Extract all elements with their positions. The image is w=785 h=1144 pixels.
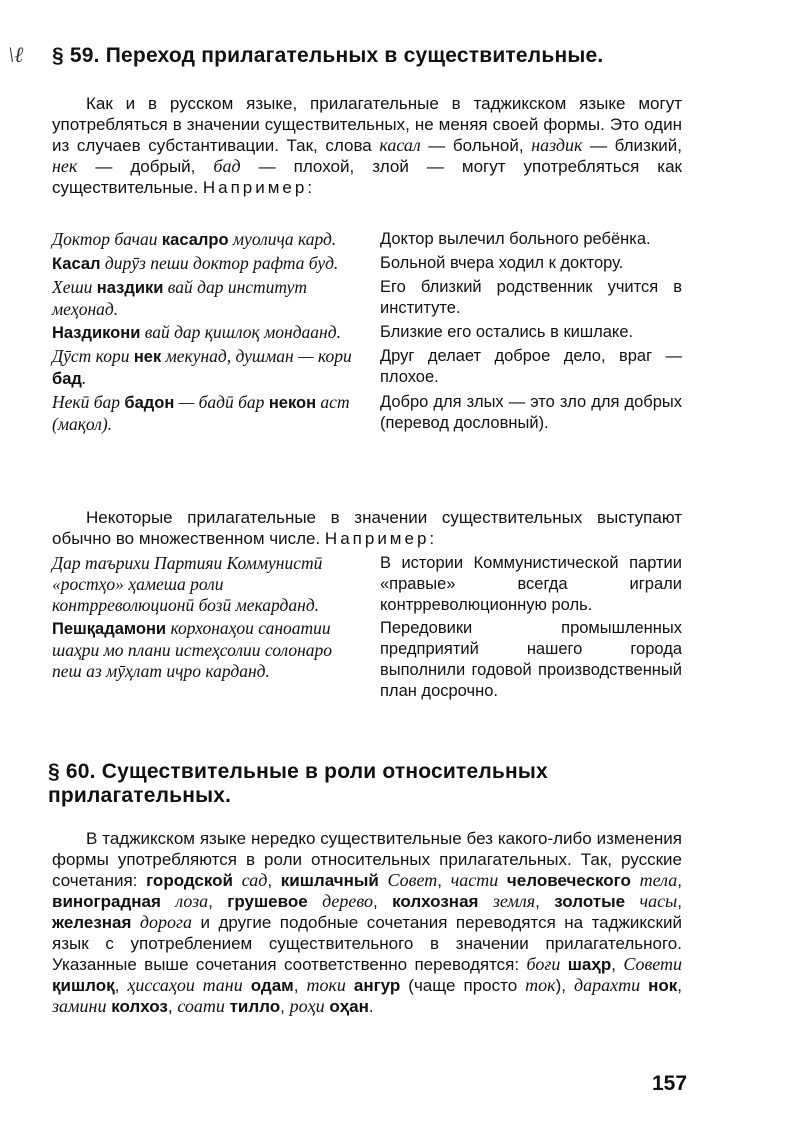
section-59-heading: § 59. Переход прилагательных в существительные.: [52, 44, 604, 67]
text-run: — близкий,: [582, 136, 682, 155]
text-run: ҳиссаҳои тани: [127, 975, 243, 995]
text-run: одам: [250, 976, 294, 995]
tajik-example: [52, 346, 358, 390]
tajik-text: Доктор бачаи: [52, 229, 162, 249]
text-run: Совет: [387, 870, 438, 890]
text-run: бад: [213, 156, 241, 176]
highlighted-word: Пешқадамони: [52, 620, 167, 638]
russian-translation: Передовики промышленных предприятий нашего города выполнили годовой производственный план досрочно.: [380, 619, 682, 700]
text-run: [233, 871, 242, 890]
text-run: нек: [52, 156, 78, 176]
tajik-example: [52, 277, 358, 320]
tajik-text: аст (мақол).: [52, 392, 350, 434]
tajik-text: Дар таърихи Партияи Коммунистӣ «ростҳо» ҳамеша роли контрреволюционӣ бозӣ мекарданд.: [52, 553, 323, 615]
text-run: [640, 976, 648, 995]
text-run: — плохой, злой — могут употребляться как существительные.: [52, 157, 682, 197]
text-run: [243, 976, 251, 995]
text-run: [308, 892, 322, 911]
tajik-text: корхонаҳои саноатии шаҳри мо плани истеҳсолии солонаро пеш аз мӯҳлат иҷро карданд.: [52, 618, 333, 681]
text-run: дерево: [322, 891, 373, 911]
example-row: [52, 229, 682, 251]
text-run: ,: [167, 997, 178, 1016]
text-run: боғи: [526, 954, 561, 974]
text-run: колхоз: [111, 997, 168, 1016]
text-run: ,: [267, 871, 281, 890]
text-run: нок: [648, 976, 678, 995]
text-run: шаҳр: [567, 955, 612, 974]
tajik-text: Дӯст кори: [52, 346, 134, 366]
example-row: [52, 553, 682, 616]
highlighted-word: бадон: [124, 394, 175, 412]
text-run: сад: [241, 870, 268, 890]
text-run: городской: [146, 871, 234, 890]
text-run: [346, 976, 354, 995]
text-run: ,: [293, 976, 307, 995]
text-run: грушевое: [227, 892, 308, 911]
text-run: земля: [492, 891, 536, 911]
tajik-example: [52, 618, 358, 702]
example-row: [52, 322, 682, 344]
text-run: ток: [525, 975, 556, 995]
examples-table-2: [52, 553, 682, 704]
text-run: токи: [306, 975, 346, 995]
section-59-intro-paragraph: [52, 93, 682, 198]
text-run: [625, 892, 639, 911]
text-run: Как и в русском языке, прилагательные в таджикском языке могут употребляться в значении существительных, не меняя своей формы. Это один из случаев субстантивации. Так, слова: [52, 94, 682, 155]
text-run: железная: [52, 913, 132, 932]
highlighted-word: бад: [52, 370, 82, 388]
section-60-paragraph: [52, 828, 682, 1017]
russian-translation: В истории Коммунистической партии «правые» всегда играли контрреволюционную роль.: [380, 554, 682, 614]
russian-translation: Больной вчера ходил к доктору.: [380, 254, 624, 272]
text-run: ),: [555, 976, 574, 995]
text-run: ,: [677, 976, 682, 995]
text-run: ангур: [353, 976, 401, 995]
text-run: ,: [535, 892, 555, 911]
highlighted-word: касалро: [161, 231, 229, 249]
tajik-text: Некӣ бар: [52, 392, 125, 412]
text-run: части: [450, 870, 499, 890]
page-number: 157: [652, 1072, 688, 1095]
russian-translation: Добро для злых — это зло для добрых (перевод дословный).: [380, 393, 682, 432]
text-run: роҳи: [289, 996, 325, 1016]
text-run: [131, 913, 139, 932]
tajik-example: [52, 392, 358, 435]
example-row: [52, 392, 682, 435]
example-row: [52, 277, 682, 320]
tajik-text: Хеши: [52, 277, 97, 297]
text-run: человеческого: [506, 871, 631, 890]
text-run: и другие подобные сочетания переводятся на таджикский язык с употреблением существительного в значении прилагательного. Указанные выше сочетания соответственно переводятся:: [52, 913, 682, 974]
text-run: [161, 892, 175, 911]
tajik-text: .: [81, 368, 87, 388]
highlighted-word: Наздикони: [52, 324, 141, 342]
text-run: Совети: [623, 954, 683, 974]
text-run: [478, 892, 492, 911]
highlighted-word: некон: [268, 394, 317, 412]
russian-translation: Друг делает доброе дело, враг — плохое.: [380, 347, 682, 386]
plural-adjectives-paragraph: [52, 507, 682, 549]
text-run: [498, 871, 507, 890]
tajik-example: [52, 553, 358, 616]
tajik-text: мекунад, душман — кори: [161, 346, 352, 366]
tajik-text: — бадӣ бар: [174, 392, 269, 412]
highlighted-word: Касал: [52, 255, 101, 273]
text-run: ,: [208, 892, 228, 911]
text-run: [379, 871, 388, 890]
text-run: соати: [177, 996, 225, 1016]
text-run: замини: [52, 996, 107, 1016]
text-run: ,: [114, 976, 128, 995]
text-run: [560, 955, 567, 974]
text-run: ,: [611, 955, 624, 974]
tajik-example: [52, 322, 358, 344]
example-row: [52, 253, 682, 275]
russian-translation: Близкие его остались в кишлаке.: [380, 323, 634, 341]
text-run: золотые: [554, 892, 626, 911]
text-run: Например:: [202, 178, 316, 197]
text-run: ,: [677, 871, 682, 890]
examples-table-1: [52, 229, 682, 437]
text-run: дарахти: [573, 975, 641, 995]
russian-translation: Доктор вылечил больного ребёнка.: [380, 230, 651, 248]
russian-translation: Его близкий родственник учится в институте.: [380, 278, 682, 317]
text-run: — добрый,: [77, 157, 214, 176]
text-run: ,: [677, 892, 682, 911]
text-run: [631, 871, 640, 890]
text-run: В таджикском языке нередко существительные без какого-либо изменения формы употребляются в роли относительных прилагательных. Так, русские сочетания:: [52, 829, 682, 890]
text-run: касал: [379, 135, 421, 155]
tajik-text: вай дар институт меҳонад.: [52, 277, 308, 319]
text-run: .: [368, 997, 374, 1016]
tajik-example: [52, 253, 358, 275]
text-run: Например:: [324, 529, 438, 548]
text-run: тела: [639, 870, 678, 890]
highlighted-word: наздики: [96, 279, 164, 297]
text-run: часы: [639, 891, 678, 911]
text-run: ,: [372, 892, 393, 911]
text-run: наздик: [531, 135, 583, 155]
tajik-example: [52, 229, 358, 251]
example-row: [52, 618, 682, 702]
margin-pencil-mark: \ℓ: [8, 42, 24, 67]
text-run: ,: [280, 997, 290, 1016]
text-run: Некоторые прилагательные в значении существительных выступают обычно во множественном числе.: [52, 508, 682, 548]
tajik-text: муолиҷа кард.: [228, 229, 337, 249]
text-run: оҳан: [329, 997, 369, 1016]
section-60-heading: § 60. Существительные в роли относительных прилагательных.: [48, 760, 548, 807]
tajik-text: дирӯз пеши доктор рафта буд.: [100, 253, 339, 273]
text-run: — больной,: [420, 136, 532, 155]
tajik-text: вай дар қишлоқ мондаанд.: [140, 322, 341, 342]
text-run: виноградная: [52, 892, 161, 911]
highlighted-word: нек: [133, 348, 162, 366]
text-run: ,: [437, 871, 451, 890]
text-run: кишлачный: [280, 871, 379, 890]
text-run: дорога: [139, 912, 193, 932]
text-run: қишлоқ: [52, 976, 115, 995]
text-run: тилло: [229, 997, 281, 1016]
text-run: колхозная: [392, 892, 479, 911]
text-run: (чаще просто: [400, 976, 526, 995]
example-row: [52, 346, 682, 390]
text-run: лоза: [175, 891, 209, 911]
